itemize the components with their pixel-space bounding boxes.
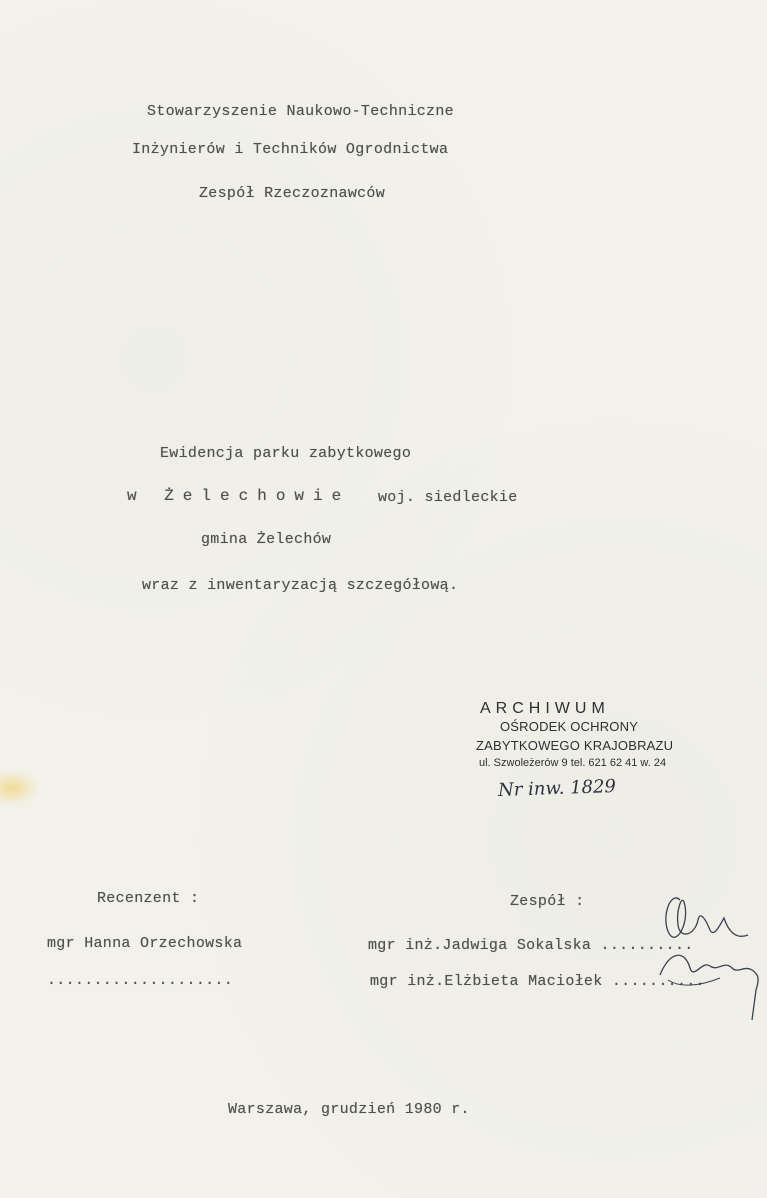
header-line-2: Inżynierów i Techników Ogrodnictwa — [132, 141, 449, 158]
stamp-line-2: ZABYTKOWEGO KRAJOBRAZU — [476, 738, 674, 753]
team-member-2: mgr inż.Elżbieta Maciołek .......... — [370, 973, 705, 990]
reviewer-label: Recenzent : — [97, 890, 200, 907]
team-member-1: mgr inż.Jadwiga Sokalska .......... — [368, 937, 694, 954]
stamp-address: ul. Szwoleżerów 9 tel. 621 62 41 w. 24 — [479, 757, 667, 769]
title-line-1: Ewidencja parku zabytkowego — [160, 445, 412, 462]
place-and-date: Warszawa, grudzień 1980 r. — [228, 1101, 470, 1118]
inventory-number: Nr inw. 1829 — [497, 775, 617, 802]
title-commune: gmina Żelechów — [201, 531, 332, 548]
title-place: w Żelechowie — [127, 487, 351, 505]
reviewer-signature-line: .................... — [47, 972, 234, 989]
header-line-1: Stowarzyszenie Naukowo-Techniczne — [147, 103, 454, 120]
stamp-line-1: OŚRODEK OCHRONY — [500, 719, 639, 734]
header-line-3: Zespół Rzeczoznawców — [199, 185, 386, 202]
paper-stain — [0, 770, 40, 806]
stamp-title: ARCHIWUM — [480, 700, 610, 717]
team-label: Zespół : — [510, 893, 585, 910]
title-line-4: wraz z inwentaryzacją szczegółową. — [142, 577, 459, 594]
reviewer-name: mgr Hanna Orzechowska — [47, 935, 243, 952]
title-voivodeship: woj. siedleckie — [378, 489, 518, 506]
signatures-icon — [640, 880, 765, 1030]
